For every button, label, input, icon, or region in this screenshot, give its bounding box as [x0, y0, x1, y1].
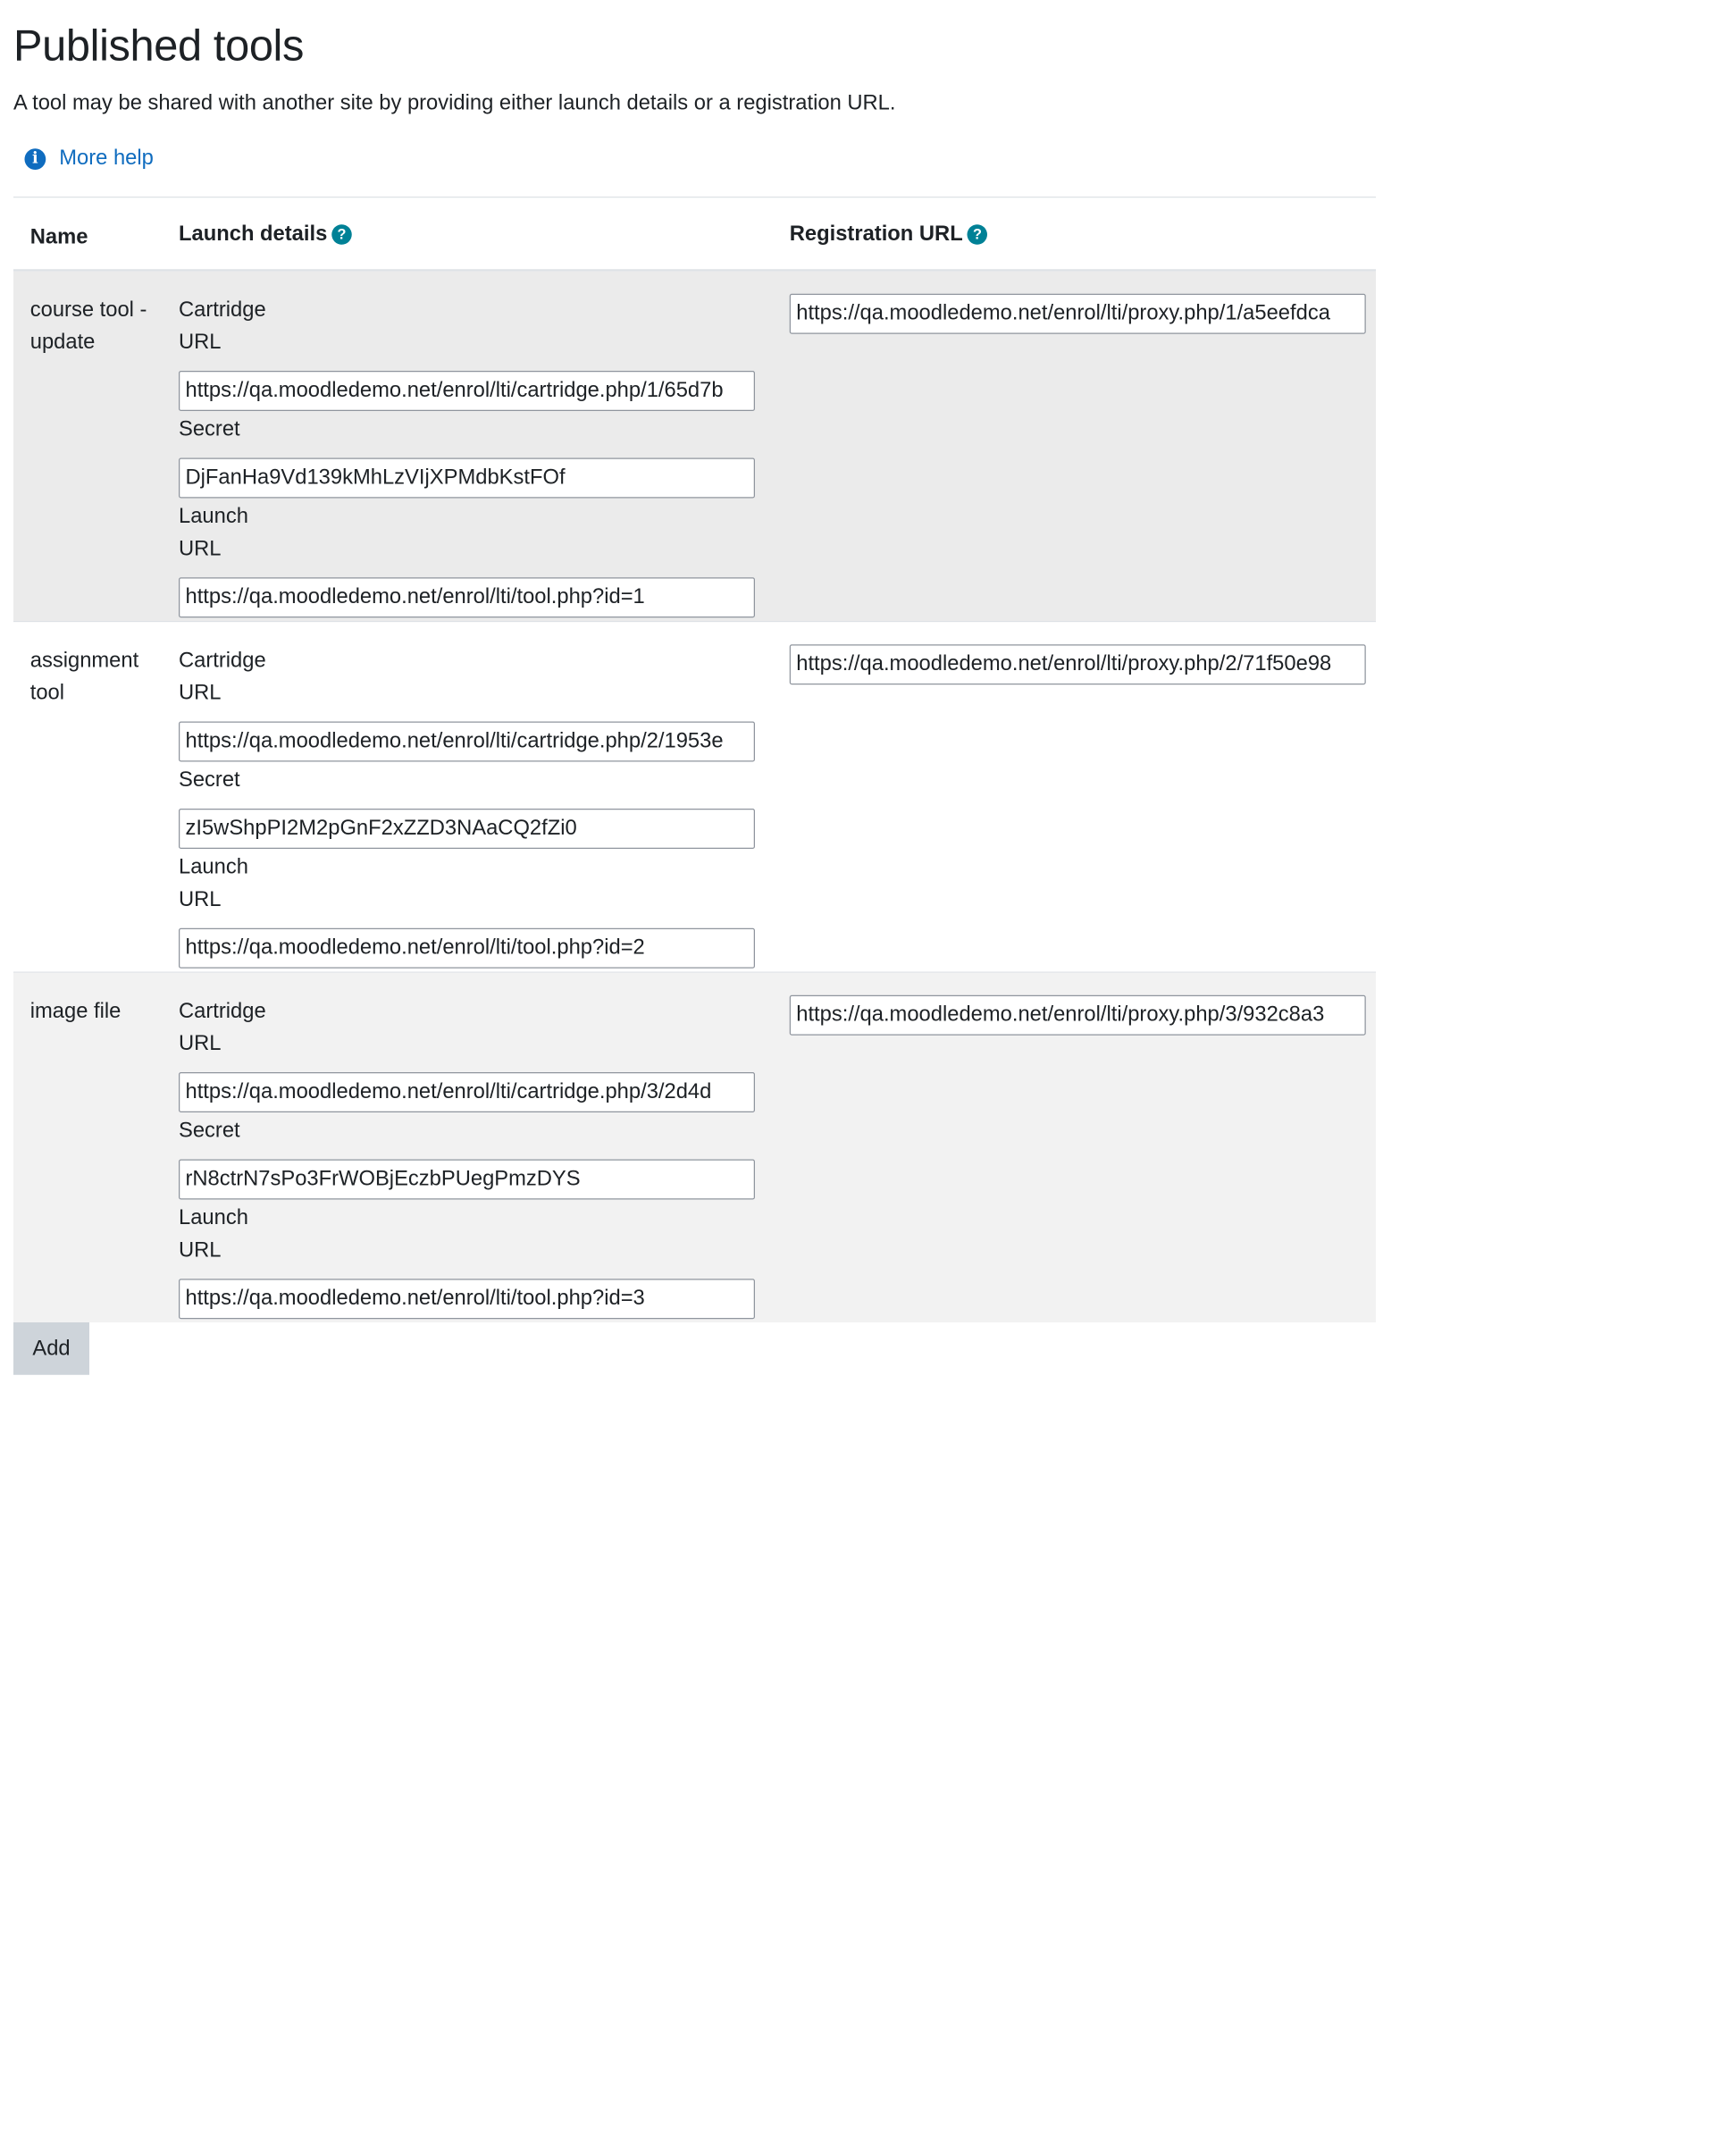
cartridge-url-field[interactable] — [179, 371, 755, 411]
table-row — [13, 272, 1376, 623]
question-circle-icon[interactable]: ? — [968, 224, 988, 245]
secret-field[interactable] — [179, 458, 755, 499]
secret-label: Secret — [179, 768, 240, 793]
table-row — [13, 973, 1376, 1322]
column-header-launch-details-label: Launch details — [179, 222, 328, 246]
more-help-link[interactable] — [25, 147, 154, 172]
launch-url-label: Launch URL — [179, 505, 248, 561]
column-header-launch-details — [179, 222, 352, 247]
secret-field[interactable] — [179, 809, 755, 849]
cartridge-url-field[interactable] — [179, 722, 755, 762]
launch-details — [179, 995, 755, 1321]
column-header-registration-url — [790, 222, 987, 247]
registration-url — [790, 644, 1366, 684]
tool-name: assignment tool — [29, 649, 139, 705]
launch-details — [179, 294, 755, 620]
launch-url-label: Launch URL — [179, 1206, 248, 1263]
cartridge-url-label: Cartridge URL — [179, 298, 266, 355]
published-tools-table — [13, 197, 1376, 1322]
registration-url — [790, 995, 1366, 1036]
add-button[interactable]: Add — [13, 1322, 89, 1375]
cartridge-url-label: Cartridge URL — [179, 999, 266, 1056]
launch-url-field[interactable] — [179, 1279, 755, 1319]
column-header-name — [30, 226, 88, 251]
registration-url-field[interactable] — [790, 294, 1366, 334]
cartridge-url-field[interactable] — [179, 1072, 755, 1112]
page-title: Published tools — [13, 22, 305, 71]
table-header — [13, 197, 1376, 272]
table-row — [13, 622, 1376, 973]
info-circle-icon: i — [25, 148, 46, 170]
column-header-name-label: Name — [29, 225, 88, 249]
launch-url-label: Launch URL — [179, 855, 248, 911]
launch-url-field[interactable] — [179, 577, 755, 617]
secret-label: Secret — [179, 417, 240, 441]
question-circle-icon[interactable]: ? — [331, 224, 352, 245]
tool-name: image file — [29, 999, 122, 1023]
launch-details — [179, 644, 755, 970]
tool-name: course tool - update — [29, 298, 147, 355]
secret-label: Secret — [179, 1119, 240, 1143]
registration-url-field[interactable] — [790, 995, 1366, 1036]
registration-url-field[interactable] — [790, 644, 1366, 684]
registration-url — [790, 294, 1366, 334]
cartridge-url-label: Cartridge URL — [179, 649, 266, 705]
more-help-label: More help — [59, 146, 154, 170]
column-header-registration-url-label: Registration URL — [789, 222, 963, 246]
launch-url-field[interactable] — [179, 928, 755, 969]
secret-field[interactable] — [179, 1160, 755, 1200]
intro-text: A tool may be shared with another site by providing either launch details or a registration URL. — [13, 91, 896, 115]
